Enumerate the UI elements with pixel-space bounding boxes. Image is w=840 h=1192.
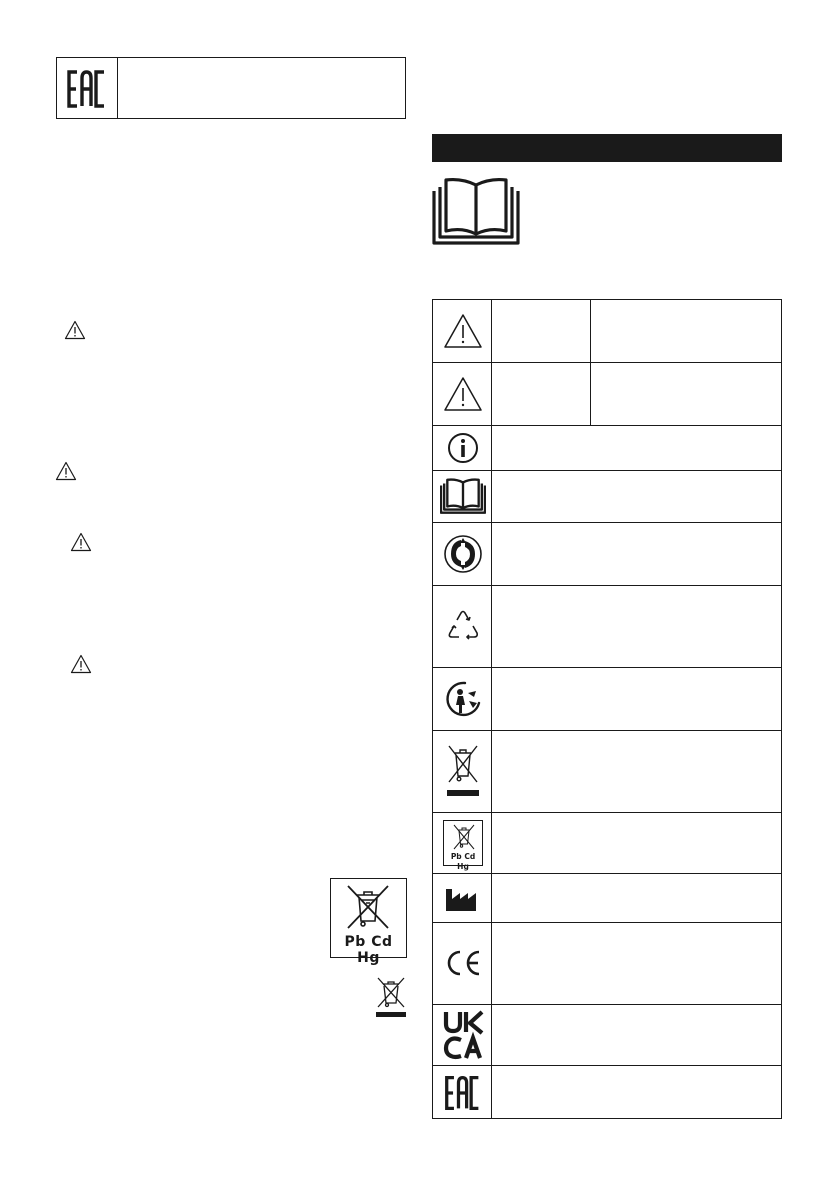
battery-disposal-box	[330, 878, 407, 966]
triman-icon	[433, 667, 493, 730]
manufacturer-icon	[433, 873, 493, 922]
ce-mark-icon	[433, 922, 493, 1004]
symbols-table	[432, 299, 782, 1119]
eac-mark-icon	[433, 1065, 493, 1120]
section-header-bar	[432, 134, 782, 162]
info-icon	[433, 425, 493, 470]
warning-triangle-icon	[70, 532, 92, 552]
read-manual-icon	[433, 470, 493, 522]
warning-triangle-icon	[64, 320, 86, 340]
ukca-mark-icon	[433, 1004, 493, 1065]
eac-certification-box	[56, 57, 406, 119]
crossed-out-wheelie-bin-icon	[433, 730, 493, 812]
mercury-symbol: Hg	[357, 950, 380, 966]
cadmium-symbol: Cd	[371, 934, 393, 950]
eac-mark-icon	[66, 68, 108, 110]
lead-symbol: Pb	[344, 934, 366, 950]
warning-triangle-icon	[433, 362, 493, 425]
recycling-triangle-icon	[433, 585, 493, 667]
warning-triangle-icon	[70, 654, 92, 674]
warning-triangle-icon	[433, 300, 493, 362]
warning-triangle-icon	[55, 461, 77, 481]
crossed-out-wheelie-bin-icon	[345, 883, 391, 931]
battery-chemical-symbols: Pb Cd Hg	[450, 851, 476, 871]
battery-disposal-pb-cd-hg-icon	[433, 812, 493, 873]
battery-chemical-symbols	[331, 934, 406, 966]
crossed-out-wheelie-bin-icon	[374, 975, 408, 1019]
read-manual-icon	[432, 177, 520, 245]
green-dot-icon	[433, 522, 493, 585]
